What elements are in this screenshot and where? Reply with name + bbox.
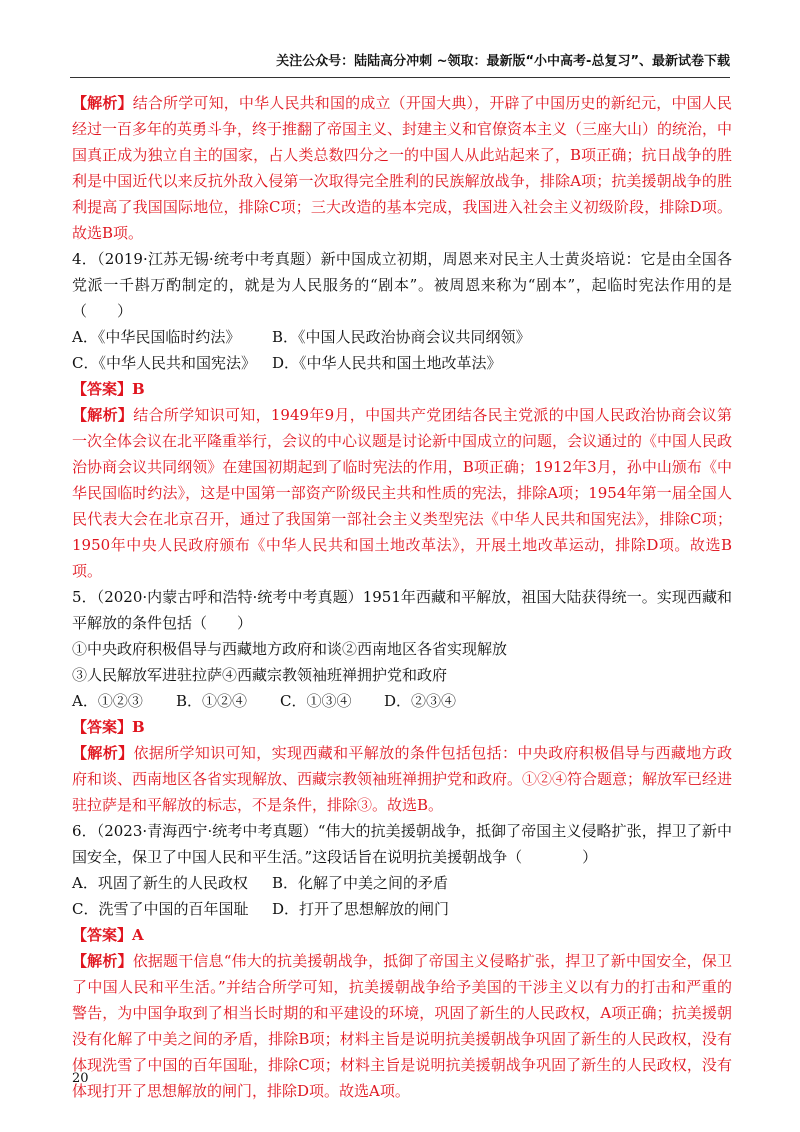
q5-statement-2: ③人民解放军进驻拉萨④西藏宗教领袖班禅拥护党和政府 xyxy=(72,666,448,684)
q5-option-a: A．①②③ xyxy=(72,692,143,710)
q5-option-d: D．②③④ xyxy=(384,692,457,710)
q4-options-row-2 xyxy=(72,350,732,376)
q6-options-row-2 xyxy=(72,896,732,922)
q4-option-c: C．《中华人民共和国宪法》 xyxy=(72,354,256,372)
q5-statement-1: ①中央政府积极倡导与西藏地方政府和谈②西南地区各省实现解放 xyxy=(72,640,508,658)
answer-tag: 【答案】 xyxy=(72,380,133,398)
q6-options-row-1 xyxy=(72,870,732,896)
analysis-text: 结合所学可知，中华人民共和国的成立（开国大典），开辟了中国历史的新纪元，中国人民经过一百多年的英勇斗争，终于推翻了帝国主义、封建主义和官僚资本主义（三座大山）的统治，中国真正成为独立自主的国家，占人类总数四分之一的中国人从此站起来了，B项正确；抗日战争的胜利是中国近代以来反抗外敌入侵第一次取得完全胜利的民族解放战争，排除A项；抗美援朝战争的胜利提高了我国国际地位，排除C项；三大改造的基本完成，我国进入社会主义初级阶段，排除D项。故选B项。 xyxy=(72,94,733,242)
q6-analysis xyxy=(72,948,732,1104)
q5-stem: 5．（2020·内蒙古呼和浩特·统考中考真题）1951年西藏和平解放，祖国大陆获得统一。实现西藏和平解放的条件包括（ ） xyxy=(72,588,732,632)
q5-analysis xyxy=(72,740,732,818)
answer-tag: 【答案】 xyxy=(72,718,133,736)
q6-option-b: B．化解了中美之间的矛盾 xyxy=(272,874,449,892)
analysis-text: 依据题干信息“伟大的抗美援朝战争，抵御了帝国主义侵略扩张，捍卫了新中国安全，保卫了中国人民和平生活。”并结合所学可知，抗美援朝战争给予美国的干涉主义以有力的打击和严重的警告，为中国争取到了相当长时期的和平建设的环境，巩固了新生的人民政权，A项正确；抗美援朝没有化解了中美之间的矛盾，排除B项；材料主旨是说明抗美援朝战争巩固了新生的人民政权，没有体现洗雪了中国的百年国耻，排除C项；材料主旨是说明抗美援朝战争巩固了新生的人民政权，没有体现打开了思想解放的闸门，排除D项。故选A项。 xyxy=(72,952,732,1100)
q4-option-d: D．《中华人民共和国土地改革法》 xyxy=(272,354,502,372)
analysis-tag: 【解析】 xyxy=(72,94,133,112)
q5-option-b: B．①②④ xyxy=(176,692,248,710)
q4-options-row-1 xyxy=(72,324,732,350)
q6-option-c: C．洗雪了中国的百年国耻 xyxy=(72,900,249,918)
q3-analysis xyxy=(72,90,732,246)
q5-option-c: C．①③④ xyxy=(280,692,352,710)
q4-option-a: A．《中华民国临时约法》 xyxy=(72,328,241,346)
q4-answer xyxy=(72,376,732,402)
document-body xyxy=(72,90,732,1104)
analysis-tag: 【解析】 xyxy=(72,406,134,424)
page-header: 关注公众号：陆陆高分冲刺 ~领取：最新版“小中高考-总复习”、最新试卷下载 xyxy=(276,54,730,69)
analysis-text: 结合所学知识可知，1949年9月，中国共产党团结各民主党派的中国人民政治协商会议第一次全体会议在北平隆重举行，会议的中心议题是讨论新中国成立的问题，会议通过的《中国人民政治协商会议共同纲领》在建国初期起到了临时宪法的作用，B项正确；1912年3月，孙中山颁布《中华民国临时约法》，这是中国第一部资产阶级民主共和性质的宪法，排除A项；1954年第一届全国人民代表大会在北京召开，通过了我国第一部社会主义类型宪法《中华人民共和国宪法》，排除C项；1950年中央人民政府颁布《中华人民共和国土地改革法》，开展土地改革运动，排除D项。故选B项。 xyxy=(72,406,733,580)
analysis-tag: 【解析】 xyxy=(72,952,133,970)
analysis-tag: 【解析】 xyxy=(72,744,134,762)
q5-answer xyxy=(72,714,732,740)
answer-value: B xyxy=(132,380,145,398)
q6-answer xyxy=(72,922,732,948)
answer-tag: 【答案】 xyxy=(72,926,133,944)
q6-stem: 6．（2023·青海西宁·统考中考真题）“伟大的抗美援朝战争，抵御了帝国主义侵略扩张，捍卫了新中国安全，保卫了中国人民和平生活。”这段话旨在说明抗美援朝战争（ ） xyxy=(72,822,732,866)
answer-value: A xyxy=(132,926,144,944)
answer-value: B xyxy=(132,718,145,736)
analysis-text: 依据所学知识可知，实现西藏和平解放的条件包括包括：中央政府积极倡导与西藏地方政府和谈、西南地区各省实现解放、西藏宗教领袖班禅拥护党和政府。①②④符合题意；解放军已经进驻拉萨是和平解放的标志，不是条件，排除③。故选B。 xyxy=(72,744,733,814)
header-divider xyxy=(70,77,730,78)
q4-option-b: B．《中国人民政治协商会议共同纲领》 xyxy=(272,328,531,346)
q4-analysis xyxy=(72,402,732,584)
q4-stem: 4．（2019·江苏无锡·统考中考真题）新中国成立初期，周恩来对民主人士黄炎培说：它是由全国各党派一千斟万酌制定的，就是为人民服务的“剧本”。被周恩来称为“剧本”，起临时宪法作用的是（ ） xyxy=(72,250,732,320)
q6-option-a: A．巩固了新生的人民政权 xyxy=(72,874,248,892)
q5-options-row xyxy=(72,688,732,714)
q6-option-d: D．打开了思想解放的闸门 xyxy=(272,900,450,918)
page-number: 20 xyxy=(72,1071,89,1086)
